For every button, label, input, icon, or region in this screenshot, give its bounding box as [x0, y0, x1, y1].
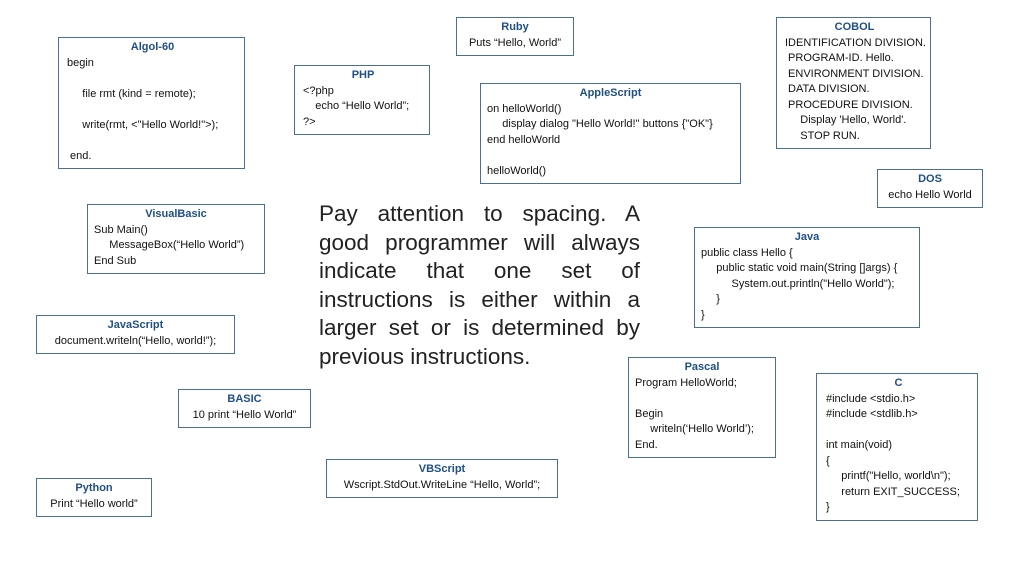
- code-line: [67, 102, 238, 118]
- java-snippet: [694, 227, 920, 328]
- snippet-title: JavaScript: [107, 319, 164, 331]
- dos-snippet: [877, 169, 983, 208]
- python-snippet: [36, 478, 152, 517]
- code-line: printf("Hello, world\n");: [826, 470, 951, 482]
- code-line: Wscript.StdOut.WriteLine “Hello, World”;: [343, 478, 541, 491]
- code-line: display dialog "Hello World!" buttons {"OK"}: [487, 118, 713, 130]
- code-line: Begin: [635, 407, 664, 420]
- code-line: end.: [67, 149, 92, 162]
- code-line: document.writeln(“Hello, world!”);: [54, 334, 217, 347]
- code-line: System.out.println("Hello World");: [701, 277, 895, 290]
- basic-snippet: [178, 389, 311, 428]
- code-line: #include <stdlib.h>: [826, 408, 918, 420]
- code-line: writeln(‘Hello World’);: [635, 423, 754, 435]
- pascal-snippet: [628, 357, 776, 458]
- code-line: end helloWorld: [487, 133, 561, 146]
- code-line: {: [826, 454, 830, 467]
- code-line: write(rmt, <"Hello World!">);: [67, 118, 219, 131]
- code-line: public class Hello {: [701, 246, 793, 259]
- code-line: Puts “Hello, World”: [468, 36, 562, 49]
- code-line: echo “Hello World”;: [303, 100, 410, 112]
- snippet-title: Python: [75, 482, 113, 494]
- snippet-title: Algol-60: [130, 41, 175, 53]
- code-line: echo Hello World: [888, 188, 972, 201]
- code-line: PROCEDURE DIVISION.: [785, 98, 913, 111]
- javascript-snippet: [36, 315, 235, 354]
- applescript-snippet: [480, 83, 741, 184]
- php-snippet: [294, 65, 430, 135]
- code-line: Program HelloWorld;: [635, 376, 737, 389]
- code-line: }: [701, 308, 705, 321]
- code-line: End.: [635, 438, 658, 451]
- code-line: }: [701, 293, 720, 305]
- code-line: ENVIRONMENT DIVISION.: [785, 67, 924, 80]
- snippet-title: Pascal: [684, 361, 720, 373]
- code-line: return EXIT_SUCCESS;: [826, 485, 960, 498]
- snippet-title: AppleScript: [579, 87, 642, 99]
- code-line: IDENTIFICATION DIVISION.: [785, 36, 926, 49]
- code-line: End Sub: [94, 254, 137, 267]
- cobol-snippet: [776, 17, 931, 149]
- code-line: int main(void): [826, 439, 893, 451]
- code-line: [635, 391, 769, 407]
- code-line: #include <stdio.h>: [826, 392, 916, 405]
- code-line: PROGRAM-ID. Hello.: [785, 52, 894, 64]
- code-line: MessageBox(“Hello World”): [94, 239, 245, 251]
- snippet-title: Java: [794, 231, 820, 243]
- code-line: STOP RUN.: [785, 129, 860, 142]
- c-snippet: [816, 373, 978, 521]
- code-line: <?php: [303, 84, 334, 97]
- code-line: [67, 133, 238, 149]
- code-line: begin: [67, 56, 94, 69]
- code-line: on helloWorld(): [487, 102, 562, 115]
- snippet-title: Ruby: [501, 21, 529, 33]
- spacing-note: Pay attention to spacing. A good programmer will always indicate that one set of instructions is either within a larger set or is determined by previous instructions.: [319, 201, 640, 369]
- vbscript-snippet: [326, 459, 558, 498]
- algol-60-snippet: [58, 37, 245, 169]
- code-line: 10 print “Hello World”: [192, 408, 297, 421]
- code-line: DATA DIVISION.: [785, 83, 870, 95]
- snippet-title: DOS: [918, 173, 942, 185]
- snippet-title: C: [894, 377, 903, 389]
- code-line: Display 'Hello, World'.: [785, 114, 907, 126]
- snippet-title: PHP: [351, 69, 375, 81]
- code-line: ?>: [303, 115, 316, 128]
- snippet-title: COBOL: [834, 21, 875, 33]
- code-line: }: [826, 501, 830, 513]
- code-line: [826, 423, 971, 439]
- snippet-title: VBScript: [418, 463, 466, 475]
- code-line: Print “Hello world”: [50, 497, 138, 510]
- snippet-title: VisualBasic: [145, 208, 207, 220]
- code-line: [487, 148, 734, 164]
- ruby-snippet: [456, 17, 574, 56]
- code-line: Sub Main(): [94, 223, 148, 236]
- code-line: [67, 71, 238, 87]
- visualbasic-snippet: [87, 204, 265, 274]
- code-line: public static void main(String []args) {: [701, 262, 898, 274]
- code-line: file rmt (kind = remote);: [67, 87, 196, 100]
- code-line: helloWorld(): [487, 164, 547, 177]
- snippet-title: BASIC: [227, 393, 262, 405]
